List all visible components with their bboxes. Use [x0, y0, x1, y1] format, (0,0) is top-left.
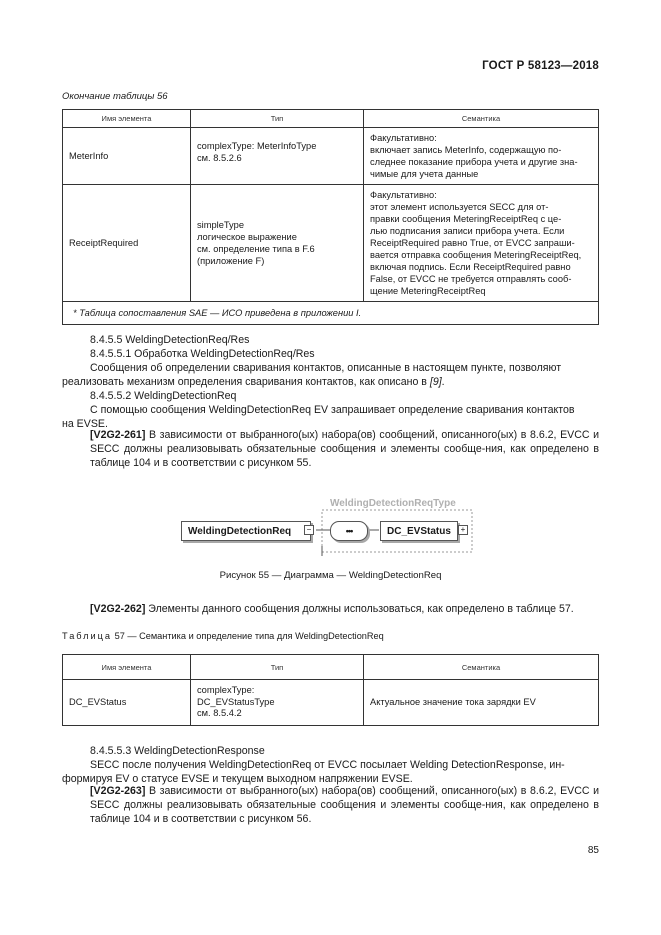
column-header: Тип: [191, 110, 364, 128]
semantics-line: лью подписания записи прибора учета. Если: [370, 226, 565, 236]
semantics-line: ReceiptRequired равно True, от EVCC запраши-: [370, 238, 575, 248]
semantics-line: Факультативно:: [370, 190, 437, 200]
table-57: [62, 654, 599, 726]
semantics-line: щение MeteringReceiptReq: [370, 286, 486, 296]
requirement-text: В зависимости от выбранного(ых) набора(ов) сообщений, описанного(ых) в 8.6.2, EVCC и SECC должны реализовывать обязательные сообщения и элементы сообще-ния, как определено в таблице 104 и в соответствии с рисунком 56.: [90, 785, 599, 825]
paragraph-line: формируя EV о статусе EVSE и текущем выходном напряжении EVSE.: [62, 773, 413, 785]
semantics-line: вается отправка сообщения MeteringReceiptReq,: [370, 250, 582, 260]
expand-icon: +: [458, 525, 468, 535]
page-number: 85: [587, 845, 599, 856]
figure-caption: Рисунок 55 — Диаграмма — WeldingDetectionReq: [219, 570, 442, 581]
column-header: Имя элемента: [63, 110, 191, 128]
section-heading: 8.4.5.5 WeldingDetectionReq/Res: [90, 334, 250, 346]
table-56-caption: Окончание таблицы 56: [62, 91, 168, 102]
column-header: Семантика: [364, 110, 599, 128]
element-name: ReceiptRequired: [63, 185, 191, 302]
paragraph-text: реализовать механизм определения сваривания контактов, как описано в: [62, 376, 430, 388]
requirement-text: Элементы данного сообщения должны использоваться, как определено в таблице 57.: [145, 603, 574, 615]
diagram-root-element: [181, 521, 311, 541]
element-name: MeterInfo: [63, 128, 191, 185]
element-name: DC_EVStatus: [63, 680, 191, 726]
section-heading: 8.4.5.5.3 WeldingDetectionResponse: [90, 745, 265, 757]
type-line: см. определение типа в F.6: [197, 244, 315, 254]
requirement-id: [V2G2-262]: [90, 603, 146, 615]
requirement-text: В зависимости от выбранного(ых) набора(ов) сообщений, описанного(ых) в 8.6.2, EVCC и SECC должны реализовывать обязательные сообщения и элементы сообще-ния, как определено в таблице 104 и в соответствии с рисунком 55.: [90, 429, 599, 469]
reference-link[interactable]: [9]: [429, 376, 442, 388]
type-line: simpleType: [197, 220, 245, 230]
expand-icon: −: [304, 525, 314, 535]
column-header: Тип: [191, 655, 364, 680]
type-line: complexType:: [197, 685, 255, 695]
root-element-label: WeldingDetectionReq: [188, 525, 292, 537]
semantics-line: Факультативно:: [370, 133, 437, 143]
table-caption-text: 57 — Семантика и определение типа для WeldingDetectionReq: [112, 631, 384, 641]
section-heading: 8.4.5.5.1 Обработка WeldingDetectionReq/Res: [90, 348, 315, 360]
element-semantics: Актуальное значение тока зарядки EV: [364, 680, 599, 726]
section-heading: 8.4.5.5.2 WeldingDetectionReq: [90, 390, 237, 402]
semantics-line: правки сообщения MeteringReceiptReq с це-: [370, 214, 562, 224]
element-type: [191, 680, 364, 726]
paragraph-line: С помощью сообщения WeldingDetectionReq EV запрашивает определение сваривания контактов: [90, 404, 575, 416]
child-element-label: DC_EVStatus: [387, 525, 451, 537]
table-header-row: [63, 655, 599, 680]
paragraph-text: .: [441, 376, 445, 388]
type-line: DC_EVStatusType: [197, 696, 275, 707]
table-57-caption: [62, 631, 384, 641]
type-line: логическое выражение: [197, 232, 297, 242]
semantics-line: чимые для учета данные: [370, 169, 479, 179]
table-footnote: * Таблица сопоставления SAE — ИСО приведена в приложении I.: [63, 302, 599, 325]
paragraph-line: Сообщения об определении сваривания контактов, описанные в настоящем пункте, позволяют: [90, 362, 562, 374]
semantics-line: включая подпись. Если ReceiptRequired равно: [370, 262, 571, 272]
sequence-label: •••: [345, 526, 353, 536]
semantics-line: этот элемент используется SECC для от-: [370, 202, 549, 212]
paragraph-line: SECC после получения WeldingDetectionReq от EVCC посылает Welding DetectionResponse, ин-: [90, 759, 565, 771]
type-line: complexType: MeterInfoType: [197, 141, 317, 151]
type-line: см. 8.5.4.2: [197, 708, 242, 718]
semantics-line: False, от EVCC не требуется отправлять сооб-: [370, 274, 572, 284]
table-row: [63, 680, 599, 726]
semantics-line: включает запись MeterInfo, содержащую по-: [370, 145, 562, 155]
type-line: (приложение F): [197, 256, 265, 266]
column-header: Имя элемента: [63, 655, 191, 680]
table-caption-prefix: Таблица: [62, 631, 113, 641]
requirement-262: [90, 602, 599, 616]
diagram-child-element: [380, 521, 458, 541]
document-header: ГОСТ Р 58123—2018: [482, 60, 599, 72]
requirement-263: [90, 784, 599, 826]
paragraph-line: на EVSE.: [62, 418, 108, 430]
semantics-line: следнее показание прибора учета и другие зна-: [370, 157, 578, 167]
column-header: Семантика: [364, 655, 599, 680]
type-line: см. 8.5.2.6: [197, 153, 242, 163]
requirement-id: [V2G2-263]: [90, 785, 146, 797]
diagram-type-label: WeldingDetectionReqType: [330, 498, 456, 509]
sequence-compositor-icon: [330, 521, 368, 541]
requirement-id: [V2G2-261]: [90, 429, 146, 441]
